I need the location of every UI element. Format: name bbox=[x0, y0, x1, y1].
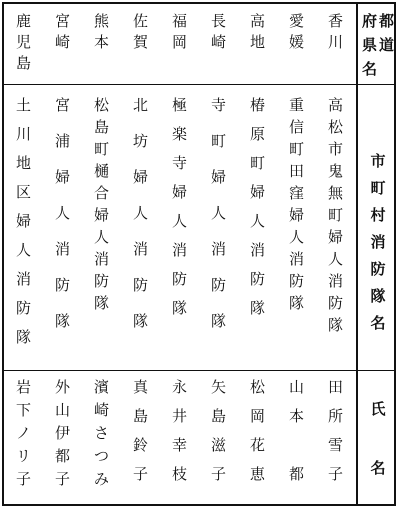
prefecture-row bbox=[4, 4, 394, 85]
glyph: 山 bbox=[54, 401, 70, 419]
glyph: 消 bbox=[93, 250, 109, 268]
glyph: 人 bbox=[15, 241, 31, 259]
glyph: 福 bbox=[171, 12, 187, 30]
glyph: 消 bbox=[327, 272, 343, 290]
glyph: 田 bbox=[327, 378, 343, 396]
glyph: 都 bbox=[54, 447, 70, 465]
glyph: 消 bbox=[54, 240, 70, 258]
glyph: 島 bbox=[15, 54, 31, 72]
prefecture-cell bbox=[82, 4, 121, 84]
glyph: 児 bbox=[15, 33, 31, 51]
glyph: 町 bbox=[93, 140, 109, 158]
glyph: 寺 bbox=[171, 154, 187, 172]
glyph: 子 bbox=[210, 465, 226, 483]
name-cell bbox=[277, 370, 316, 504]
glyph: 賀 bbox=[132, 33, 148, 51]
name-cell bbox=[82, 370, 121, 504]
glyph: 宮 bbox=[54, 96, 70, 114]
glyph: 合 bbox=[93, 184, 109, 202]
glyph: 島 bbox=[210, 407, 226, 425]
unit-cell bbox=[82, 84, 121, 370]
glyph: 極 bbox=[171, 96, 187, 114]
name-row bbox=[4, 370, 394, 504]
glyph: 矢 bbox=[210, 378, 226, 396]
glyph: 川 bbox=[15, 125, 31, 143]
glyph: 媛 bbox=[288, 33, 304, 51]
glyph: 熊 bbox=[93, 12, 109, 30]
glyph: 消 bbox=[132, 240, 148, 258]
glyph: 市 bbox=[370, 152, 386, 170]
glyph: 本 bbox=[288, 407, 304, 425]
glyph: 人 bbox=[288, 228, 304, 246]
glyph: 市 bbox=[327, 140, 343, 158]
glyph: 消 bbox=[15, 270, 31, 288]
glyph: 婦 bbox=[288, 206, 304, 224]
prefecture-cell bbox=[238, 4, 277, 84]
glyph: 道 bbox=[379, 36, 395, 54]
glyph: 防 bbox=[93, 272, 109, 290]
glyph: ノ bbox=[15, 424, 31, 442]
name-cell bbox=[199, 370, 238, 504]
glyph: 隊 bbox=[15, 328, 31, 346]
glyph: 人 bbox=[132, 204, 148, 222]
glyph: 人 bbox=[54, 204, 70, 222]
glyph: つ bbox=[93, 447, 109, 465]
glyph: 雪 bbox=[327, 436, 343, 454]
glyph: 窪 bbox=[288, 184, 304, 202]
glyph: 山 bbox=[288, 378, 304, 396]
glyph: 枝 bbox=[171, 465, 187, 483]
glyph: 子 bbox=[327, 465, 343, 483]
glyph: 人 bbox=[93, 228, 109, 246]
glyph: 都 bbox=[288, 465, 304, 483]
name-cell bbox=[4, 370, 43, 504]
glyph: リ bbox=[15, 447, 31, 465]
glyph: 消 bbox=[210, 240, 226, 258]
unit-cell bbox=[199, 84, 238, 370]
glyph: 北 bbox=[132, 96, 148, 114]
glyph: 町 bbox=[249, 154, 265, 172]
glyph: 婦 bbox=[132, 168, 148, 186]
glyph: 防 bbox=[370, 260, 386, 278]
glyph: 滋 bbox=[210, 436, 226, 454]
glyph: 下 bbox=[15, 401, 31, 419]
glyph: 高 bbox=[249, 12, 265, 30]
glyph: 名 bbox=[370, 314, 386, 332]
glyph: 岡 bbox=[249, 407, 265, 425]
glyph: 隊 bbox=[93, 294, 109, 312]
glyph: 伊 bbox=[54, 424, 70, 442]
glyph: 消 bbox=[171, 241, 187, 259]
glyph: 府 bbox=[361, 12, 377, 30]
glyph: 名 bbox=[361, 60, 377, 78]
unit-cell bbox=[4, 84, 43, 370]
name-cell bbox=[316, 370, 355, 504]
glyph: 防 bbox=[288, 272, 304, 290]
glyph: 隊 bbox=[288, 294, 304, 312]
prefecture-cell bbox=[277, 4, 316, 84]
glyph: 岡 bbox=[171, 33, 187, 51]
glyph: 防 bbox=[249, 270, 265, 288]
glyph: 防 bbox=[210, 276, 226, 294]
glyph: 花 bbox=[249, 436, 265, 454]
prefecture-cell bbox=[121, 4, 160, 84]
glyph: 真 bbox=[132, 378, 148, 396]
glyph: 婦 bbox=[249, 183, 265, 201]
glyph: 防 bbox=[327, 294, 343, 312]
unit-cell bbox=[43, 84, 82, 370]
glyph: 佐 bbox=[132, 12, 148, 30]
glyph: さ bbox=[93, 424, 109, 442]
glyph: 区 bbox=[15, 183, 31, 201]
glyph: 地 bbox=[15, 154, 31, 172]
glyph: 人 bbox=[210, 204, 226, 222]
glyph: 鹿 bbox=[15, 12, 31, 30]
glyph: 鬼 bbox=[327, 162, 343, 180]
glyph: 島 bbox=[93, 118, 109, 136]
glyph: 隊 bbox=[132, 312, 148, 330]
glyph: 長 bbox=[210, 12, 226, 30]
glyph: 愛 bbox=[288, 12, 304, 30]
glyph: 井 bbox=[171, 407, 187, 425]
glyph: 川 bbox=[327, 33, 343, 51]
glyph: 浦 bbox=[54, 132, 70, 150]
glyph: 濱 bbox=[93, 378, 109, 396]
glyph: 婦 bbox=[327, 228, 343, 246]
glyph: 都 bbox=[379, 12, 395, 30]
glyph: 信 bbox=[288, 118, 304, 136]
glyph: 恵 bbox=[249, 465, 265, 483]
unit-cell bbox=[238, 84, 277, 370]
glyph: 永 bbox=[171, 378, 187, 396]
glyph: 隊 bbox=[327, 316, 343, 334]
glyph: 鈴 bbox=[132, 436, 148, 454]
glyph: み bbox=[93, 470, 109, 488]
glyph: 外 bbox=[54, 378, 70, 396]
glyph: 崎 bbox=[54, 33, 70, 51]
prefecture-cell bbox=[316, 4, 355, 84]
name-cell bbox=[43, 370, 82, 504]
glyph: 幸 bbox=[171, 436, 187, 454]
glyph: 子 bbox=[15, 470, 31, 488]
glyph: 原 bbox=[249, 125, 265, 143]
glyph: 椿 bbox=[249, 96, 265, 114]
glyph: 松 bbox=[327, 118, 343, 136]
name-cell bbox=[238, 370, 277, 504]
glyph: 県 bbox=[361, 36, 377, 54]
glyph: 崎 bbox=[93, 401, 109, 419]
glyph: 地 bbox=[249, 33, 265, 51]
unit-cell bbox=[277, 84, 316, 370]
name-cell bbox=[121, 370, 160, 504]
prefecture-cell bbox=[160, 4, 199, 84]
prefecture-cell bbox=[199, 4, 238, 84]
glyph: 町 bbox=[370, 179, 386, 197]
glyph: 土 bbox=[15, 96, 31, 114]
glyph: 隊 bbox=[249, 299, 265, 317]
prefecture-cell bbox=[43, 4, 82, 84]
glyph: 町 bbox=[327, 206, 343, 224]
glyph: 所 bbox=[327, 407, 343, 425]
glyph: 宮 bbox=[54, 12, 70, 30]
glyph bbox=[289, 438, 304, 453]
glyph: 氏 bbox=[370, 400, 386, 418]
glyph: 寺 bbox=[210, 96, 226, 114]
glyph: 名 bbox=[370, 459, 386, 477]
glyph: 高 bbox=[327, 96, 343, 114]
glyph: 坊 bbox=[132, 132, 148, 150]
name-cell bbox=[160, 370, 199, 504]
unit-cell bbox=[121, 84, 160, 370]
glyph: 婦 bbox=[54, 168, 70, 186]
glyph: 本 bbox=[93, 33, 109, 51]
glyph: 島 bbox=[132, 407, 148, 425]
glyph: 無 bbox=[327, 184, 343, 202]
glyph: 樋 bbox=[93, 162, 109, 180]
glyph: 町 bbox=[288, 140, 304, 158]
glyph: 松 bbox=[93, 96, 109, 114]
glyph: 消 bbox=[370, 233, 386, 251]
unit-cell bbox=[160, 84, 199, 370]
glyph: 婦 bbox=[171, 183, 187, 201]
glyph: 消 bbox=[288, 250, 304, 268]
glyph: 人 bbox=[327, 250, 343, 268]
glyph: 子 bbox=[132, 465, 148, 483]
glyph: 町 bbox=[210, 132, 226, 150]
glyph: 松 bbox=[249, 378, 265, 396]
glyph: 人 bbox=[171, 212, 187, 230]
glyph: 隊 bbox=[370, 287, 386, 305]
glyph: 防 bbox=[171, 270, 187, 288]
glyph: 婦 bbox=[93, 206, 109, 224]
glyph: 防 bbox=[54, 276, 70, 294]
unit-cell bbox=[316, 84, 355, 370]
glyph: 子 bbox=[54, 470, 70, 488]
glyph: 防 bbox=[15, 299, 31, 317]
glyph: 婦 bbox=[15, 212, 31, 230]
glyph: 楽 bbox=[171, 125, 187, 143]
glyph: 田 bbox=[288, 162, 304, 180]
glyph: 隊 bbox=[171, 299, 187, 317]
glyph: 消 bbox=[249, 241, 265, 259]
glyph: 重 bbox=[288, 96, 304, 114]
glyph: 香 bbox=[327, 12, 343, 30]
glyph: 隊 bbox=[54, 312, 70, 330]
glyph: 隊 bbox=[210, 312, 226, 330]
glyph: 人 bbox=[249, 212, 265, 230]
unit-row bbox=[4, 84, 394, 371]
fire-brigade-table bbox=[2, 2, 396, 506]
glyph: 婦 bbox=[210, 168, 226, 186]
glyph: 村 bbox=[370, 206, 386, 224]
glyph: 防 bbox=[132, 276, 148, 294]
glyph: 岩 bbox=[15, 378, 31, 396]
prefecture-cell bbox=[4, 4, 43, 84]
glyph: 崎 bbox=[210, 33, 226, 51]
